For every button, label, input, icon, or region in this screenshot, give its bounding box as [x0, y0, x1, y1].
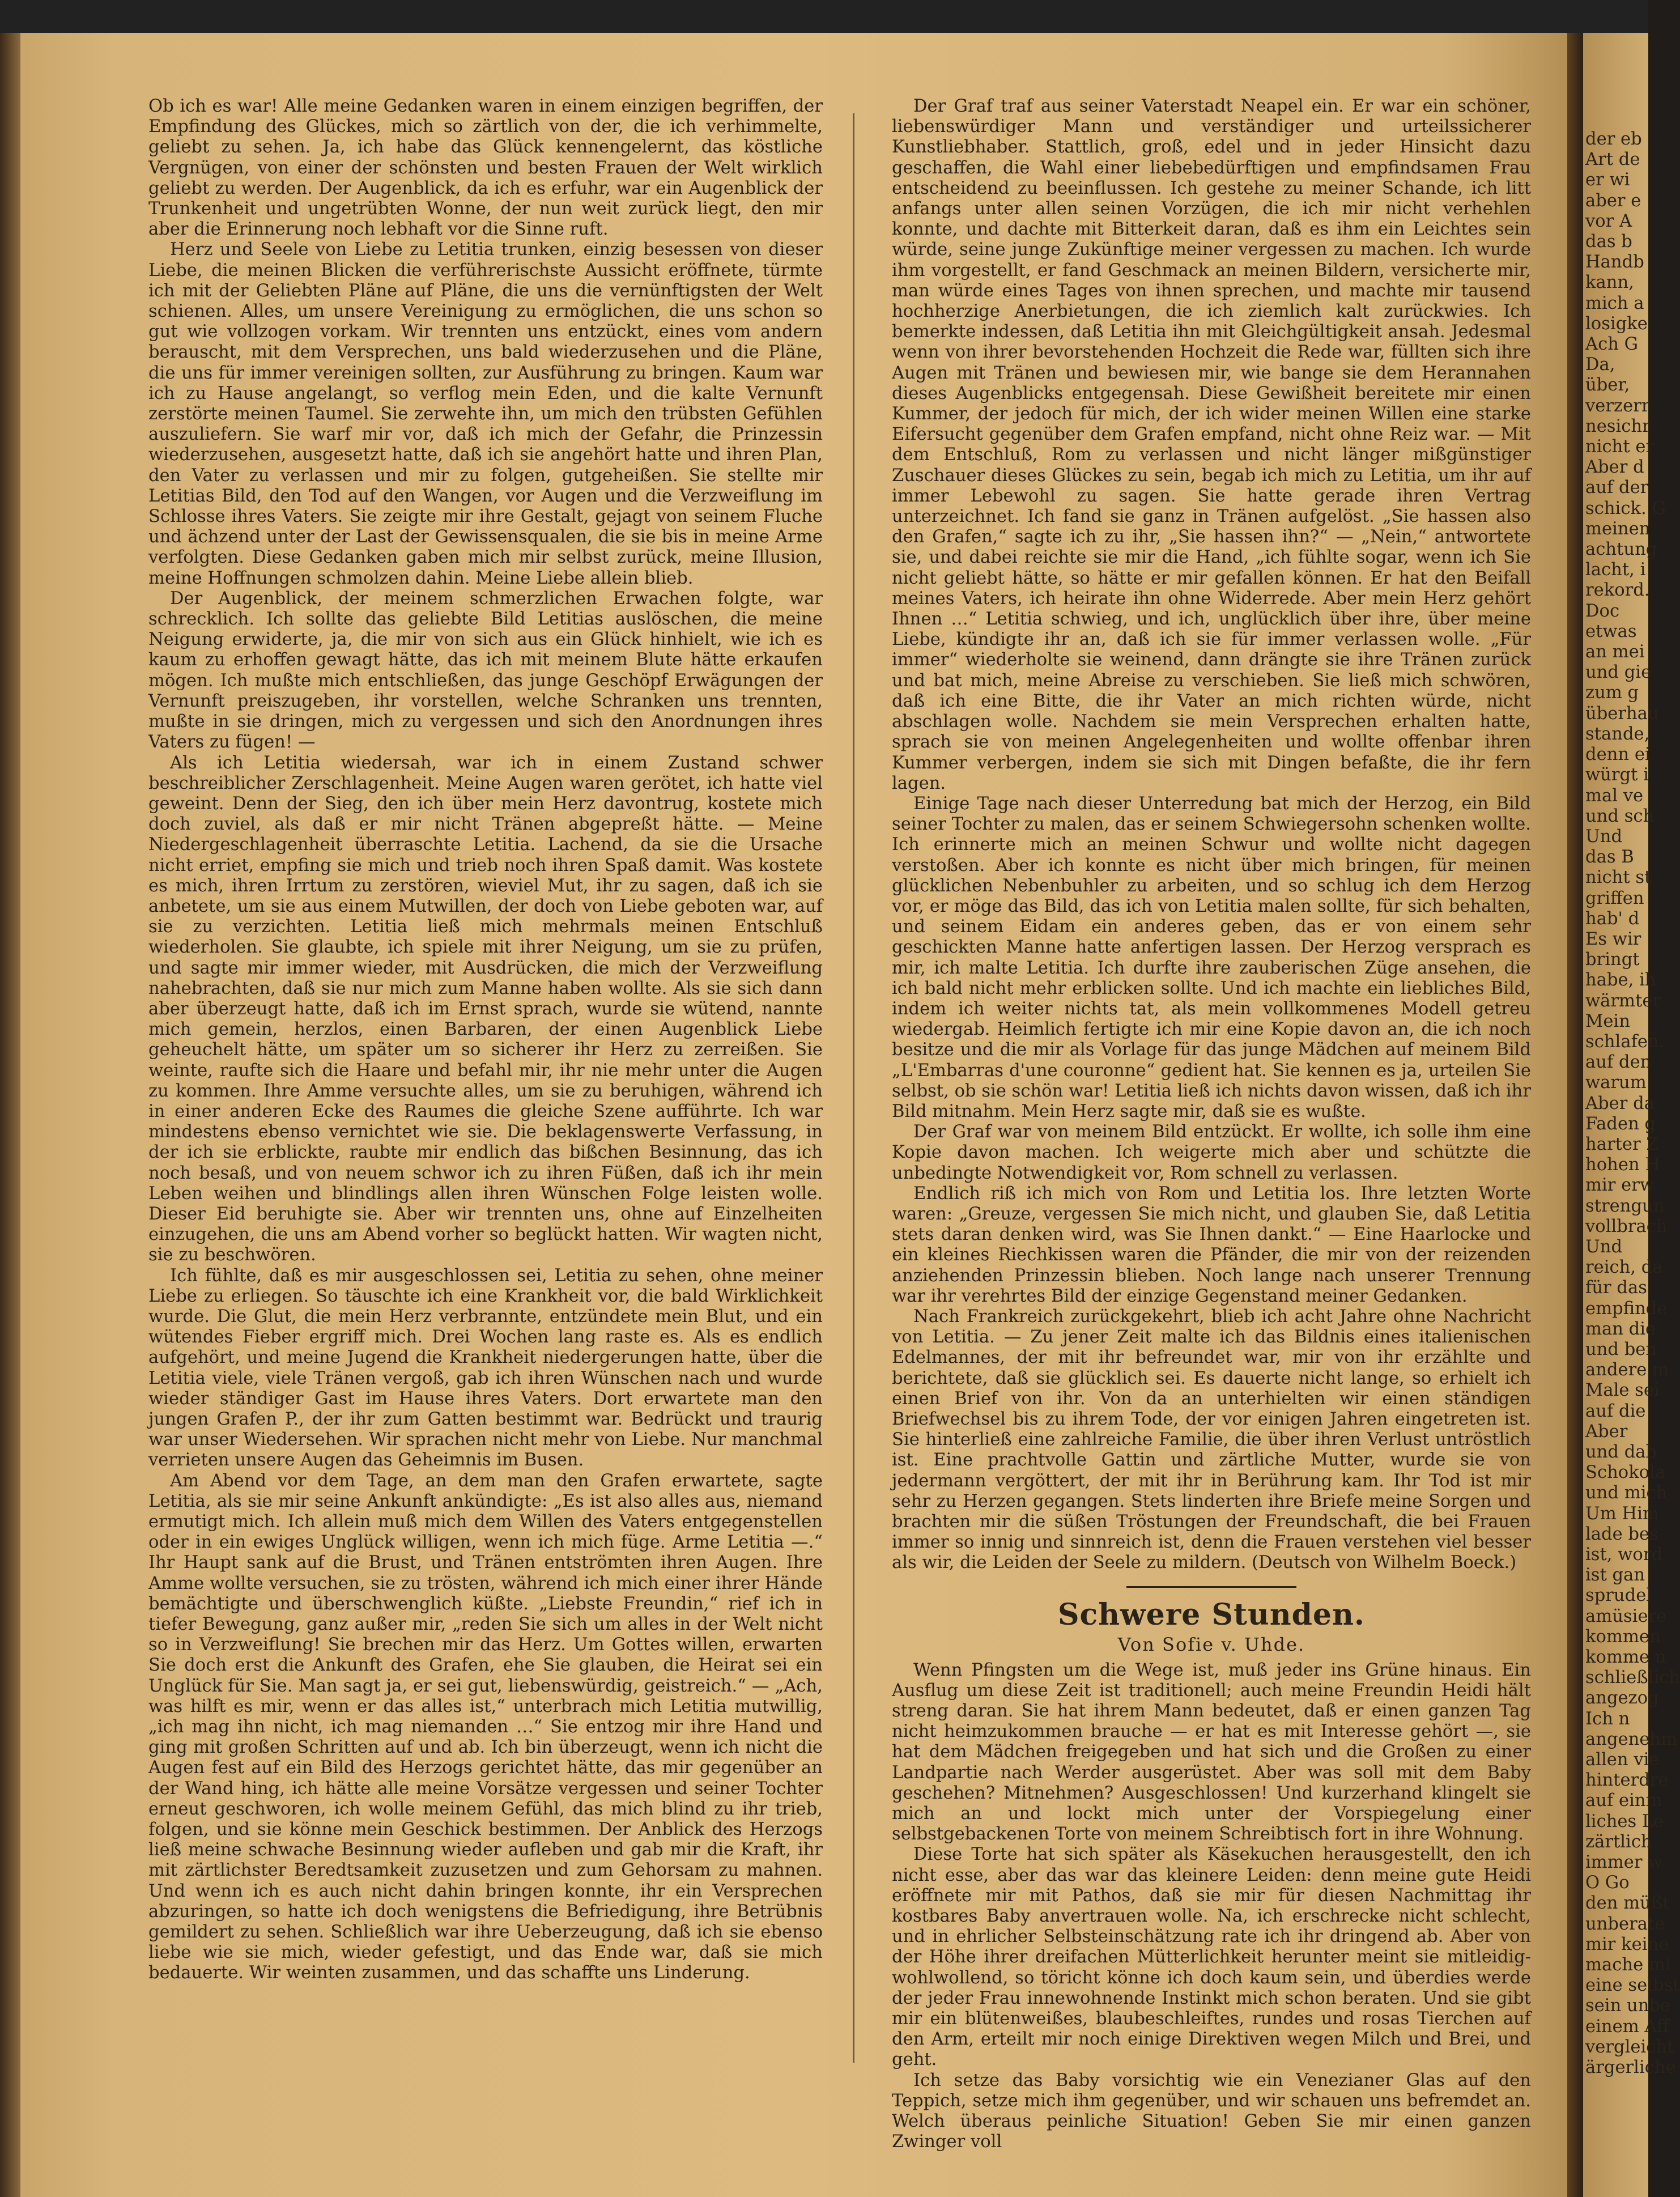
column-divider: [853, 113, 854, 2063]
next-page-fragment-line: habe, ih: [1585, 970, 1656, 991]
story-separator: [1126, 1586, 1296, 1588]
next-page-fragment-line: zärtlich: [1585, 1831, 1652, 1852]
next-page-fragment-line: Handb: [1585, 252, 1644, 273]
next-page-fragment-line: und dab: [1585, 1442, 1657, 1462]
next-page-fragment-line: Art de: [1585, 150, 1640, 170]
next-page-fragment-line: verzerr: [1585, 396, 1650, 416]
next-page-fragment-line: strengun: [1585, 1196, 1665, 1216]
next-page-fragment-line: an mei: [1585, 642, 1645, 662]
next-page-fragment-line: warum: [1585, 1073, 1647, 1093]
next-page-fragment-line: würgt i: [1585, 765, 1649, 785]
next-page-fragment-line: zum g: [1585, 683, 1639, 703]
paragraph: Ich setze das Baby vorsichtig wie ein Venezianer Glas auf den Teppich, setze mich ihm gegenüber, und wir schauen uns befremdet an. Welch überaus peinliche Situation! Geben Sie mir einen ganzen Zwinger voll: [892, 2070, 1531, 2152]
next-page-fragment-line: kommen: [1585, 1626, 1661, 1647]
next-page-fragment-line: mich a: [1585, 293, 1644, 313]
next-page-fragment-line: O Go: [1585, 1873, 1630, 1893]
next-page-fragment-line: kann,: [1585, 273, 1634, 293]
next-page-fragment-line: Mein: [1585, 1011, 1630, 1031]
next-page-fragment-line: lade bes: [1585, 1524, 1658, 1544]
next-page-fragment-line: vor A: [1585, 211, 1632, 231]
next-page-fragment-line: man die: [1585, 1319, 1656, 1339]
next-page-fragment-line: stande,: [1585, 724, 1650, 744]
next-page-fragment-line: Ach G: [1585, 334, 1639, 355]
next-page-fragment-line: losigke: [1585, 313, 1648, 334]
next-page-fragment-line: lacht, i: [1585, 560, 1646, 580]
next-page-fragment-line: Und: [1585, 1236, 1623, 1257]
next-page-fragment-line: mal ve: [1585, 785, 1644, 806]
next-page-fragment-line: und ben: [1585, 1339, 1657, 1359]
paragraph: Ob ich es war! Alle meine Gedanken waren in einem einzigen begriffen, der Empfindung des Glückes, mich so zärtlich von der, die ich verhimmelte, geliebt zu sehen. Ja, ich habe das Glück kennengelernt, das köstliche Vergnügen, von einer der schönsten und besten Frauen der Welt wirklich geliebt zu werden. Der Augenblick, da ich es erfuhr, war ein Augenblick der Trunkenheit und ungetrübten Wonne, der nun weit zurück liegt, den mir aber die Erinnerung noch lebhaft vor die Sinne ruft.: [148, 96, 823, 240]
next-page-fragment-line: Um Him: [1585, 1503, 1659, 1524]
scan-top-edge: [0, 0, 1648, 33]
next-page-fragment-line: harter Z: [1585, 1134, 1658, 1154]
next-page-fragment-line: auf einm: [1585, 1791, 1662, 1811]
page-gutter: [1567, 33, 1583, 2197]
next-page-fragment-line: Aber: [1585, 1421, 1628, 1442]
paragraph: Am Abend vor dem Tage, an dem man den Grafen erwartete, sagte Letitia, als sie mir seine Ankunft ankündigte: „Es ist also alles aus, niemand ermutigt mich. Ich allein muß mich dem Willen des Vaters entgegenstellen oder in ein ewiges Unglück willigen, wenn ich mich füge. Arme Letitia —.“ Ihr Haupt sank auf die Brust, und Tränen entströmten ihren Augen. Ihre Amme wollte versuchen, sie zu trösten, während ich mich einer ihrer Hände bemächtigte und überschwenglich küßte. „Liebste Freundin,“ rief ich in tiefer Bewegung, ganz außer mir, „reden Sie sich um alles in der Welt nicht so in Verzweiflung! Sie brechen mir das Herz. Um Gottes willen, erwarten Sie doch erst die Ankunft des Grafen, ehe Sie glauben, die Heirat sei ein Unglück für Sie. Man sagt ja, er sei gut, liebenswürdig, geistreich.“ — „Ach, was hilft es mir, wenn er das alles ist,“ unterbrach mich Letitia mutwillig, „ich mag ihn nicht, ich mag niemanden …“ Sie entzog mir ihre Hand und ging mit großen Schritten auf und ab. Ich bin überzeugt, wenn ich nicht die Augen fest auf ein Bild des Herzogs gerichtet hätte, das mir gegenüber an der Wand hing, ich hätte alle meine Vorsätze vergessen und seiner Tochter erneut geschworen, ich wolle meinem Gefühl, das mich blind zu ihr trieb, folgen, und sie könne mein Geschick bestimmen. Der Anblick des Herzogs ließ meine schwache Besinnung wieder aufleben und gab mir die Kraft, ihr mit zärtlichster Beredtsamkeit zuzusetzen und zum Gehorsam zu mahnen. Und wenn ich es auch nicht dahin bringen konnte, ihr ein Versprechen abzuringen, so hatte ich doch wenigstens die Befriedigung, ihre Betrübnis gemildert zu sehen. Schließlich war ihre Ueberzeugung, daß ich sie ebenso liebe wie sie mich, wieder gefestigt, und das Ende war, daß sie mich bedauerte. Wir weinten zusammen, und das schaffte uns Linderung.: [148, 1471, 823, 1983]
next-page-fragment-line: Male sei: [1585, 1380, 1660, 1401]
paragraph: Ich fühlte, daß es mir ausgeschlossen sei, Letitia zu sehen, ohne meiner Liebe zu erliegen. So täuschte ich eine Krankheit vor, die bald Wirklichkeit wurde. Die Glut, die mein Herz verbrannte, entzündete mein Blut, und ein wütendes Fieber ergriff mich. Drei Wochen lang raste es. Als es endlich aufgehört, und meine Jugend die Krankheit niedergerungen hatte, über die Letitia viele, viele Tränen vergoß, gab ich ihren Wünschen nach und wurde wieder ständiger Gast im Hause ihres Vaters. Dort erwartete man den jungen Grafen P., der ihr zum Gatten bestimmt war. Bedrückt und traurig war unser Wiedersehen. Wir sprachen nicht mehr von Liebe. Nur manchmal verrieten unsere Augen das Geheimnis im Busen.: [148, 1265, 823, 1471]
next-page-fragment-line: ärgerliche: [1585, 2058, 1676, 2078]
next-page-fragment-line: das B: [1585, 847, 1634, 868]
paragraph: Diese Torte hat sich später als Käsekuchen herausgestellt, den ich nicht esse, aber das war das kleinere Leiden: denn meine gute Heidi eröffnete mir mit Pathos, daß sie mir für diesen Nachmittag ihr kostbares Baby anvertrauen wolle. Na, ich erschrecke nicht schlecht, und in ehrlicher Selbsteinschätzung rate ich ihr dringend ab. Aber von der Höhe ihrer dreifachen Mütterlichkeit herunter meint sie mitleidig-wohlwollend, so töricht könne ich doch kaum sein, und überdies werde der jeder Frau innewohnende Instinkt mich schon beraten. Und sie gibt mir ein blütenweißes, blaubeschleiftes, rundes und rosas Tierchen auf den Arm, erteilt mir noch einige Direktiven wegen Milch und Brei, und geht.: [892, 1845, 1531, 2070]
next-page-fragment-line: mache mi: [1585, 1955, 1671, 1975]
next-page-fragment-line: mir keine: [1585, 1934, 1669, 1954]
next-page-fragment-line: aber e: [1585, 190, 1641, 211]
next-page-fragment-line: angenehm: [1585, 1729, 1678, 1749]
paragraph: Als ich Letitia wiedersah, war ich in einem Zustand schwer beschreiblicher Zerschlagenheit. Meine Augen waren gerötet, ich hatte viel geweint. Denn der Sieg, den ich über mein Herz davontrug, kostete mich doch zuviel, als daß er mir nicht Tränen abgepreßt hätte. — Meine Niedergeschlagenheit überraschte Letitia. Lachend, da sie die Ursache nicht erriet, empfing sie mich und trieb noch ihren Spaß damit. Was kostete es mich, ihren Irrtum zu zerstören, wieviel Mut, ihr zu sagen, daß ich sie anbetete, um sie aus einem Mutwillen, der doch von Liebe geboten war, auf sie zu verzichten. Letitia ließ mich mehrmals meinen Entschluß wiederholen. Sie glaubte, ich spiele mit ihrer Neigung, um sie zu prüfen, und sagte mir immer wieder, mit Ausdrücken, die mich der Verzweiflung nahebrachten, daß sie nur mich zum Manne haben wollte. Als sie sich dann aber überzeugt hatte, daß ich im Ernst sprach, wurde sie wütend, nannte mich gemein, herzlos, einen Barbaren, der einen Augenblick Liebe geheuchelt hätte, um später um so sicherer ihr Herz zu zerreißen. Sie weinte, raufte sich die Haare und befahl mir, ihr nie mehr unter die Augen zu kommen. Ihre Amme versuchte alles, um sie zu beruhigen, während ich in einer anderen Ecke des Raumes die gleiche Szene aufführte. Ich war mindestens ebenso vernichtet wie sie. Die beklagenswerte Verfassung, in der ich sie erblickte, raubte mir endlich das bißchen Besinnung, das ich noch besaß, und von neuem schwor ich zu ihren Füßen, daß ich ihr mein Leben weihen und blindlings allen ihren Wünschen Folge leisten wolle. Dieser Eid beruhigte sie. Aber wir trennten uns, ohne auf Einzelheiten einzugehen, die uns am Abend vorher so beglückt hatten. Wir wagten nicht, sie zu beschwören.: [148, 753, 823, 1265]
binding-shadow: [0, 33, 20, 2197]
next-page-fragment-line: überhau: [1585, 703, 1659, 724]
next-page-fragment-line: etwas: [1585, 621, 1637, 641]
paragraph: Endlich riß ich mich von Rom und Letitia los. Ihre letzten Worte waren: „Greuze, vergessen Sie mich nicht, und glauben Sie, daß Letitia stets daran denken wird, was Sie Ihnen dankt.“ — Eine Haarlocke und ein kleines Riechkissen waren die Pfänder, die mir von der reizenden anziehenden Prinzessin blieben. Noch lange nach unserer Trennung war ihr verehrtes Bild der einzige Gegenstand meiner Gedanken.: [892, 1183, 1531, 1306]
next-page-fragment-line: ist, word: [1585, 1545, 1663, 1565]
next-page-fragment-line: nicht st: [1585, 868, 1652, 888]
next-page-fragment-line: unberate: [1585, 1914, 1665, 1934]
next-page-fragment-line: schließlich: [1585, 1668, 1680, 1688]
next-page-edge: [1583, 33, 1680, 2197]
next-page-fragment-line: den müßt: [1585, 1893, 1670, 1914]
next-page-fragment-line: Aber da: [1585, 1093, 1655, 1114]
next-page-fragment-line: vollbrach: [1585, 1216, 1668, 1236]
next-page-fragment-line: rekord.: [1585, 580, 1650, 601]
next-page-fragment-line: Schokola: [1585, 1463, 1666, 1483]
next-page-fragment-line: liches Le: [1585, 1811, 1664, 1831]
next-page-fragment-line: Faden g: [1585, 1114, 1656, 1134]
next-page-fragment-line: mir erw: [1585, 1175, 1655, 1196]
paragraph: Nach Frankreich zurückgekehrt, blieb ich acht Jahre ohne Nachricht von Letitia. — Zu jener Zeit malte ich das Bildnis eines italienischen Edelmannes, der mit ihr befreundet war, mir von ihr erzählte und berichtete, daß sie glücklich sei. Es dauerte nicht lange, so erhielt ich einen Brief von ihr. Von da an unterhielten wir einen ständigen Briefwechsel bis zu ihrem Tode, der vor einigen Jahren eingetreten ist. Sie hinterließ eine zahlreiche Familie, die über ihren Verlust untröstlich ist. Eine prachtvolle Gattin und zärtliche Mutter, wurde sie von jedermann vergöttert, der mit ihr in Berührung kam. Ihr Tod ist mir sehr zu Herzen gegangen. Stets linderten ihre Briefe meine Sorgen und brachten mir die süßen Tröstungen der Freundschaft, die bei Frauen immer so innig und sinnreich ist, denn die Frauen verstehen viel besser als wir, die Leiden der Seele zu mildern. (Deutsch von Wilhelm Boeck.): [892, 1306, 1531, 1573]
next-page-fragment-line: und sch: [1585, 806, 1655, 826]
next-page-fragment-line: eine selbst: [1585, 1975, 1680, 1996]
next-page-fragment-line: meinen: [1585, 519, 1651, 539]
next-page-fragment-line: griffen: [1585, 888, 1644, 908]
story-author: Von Sofie v. Uhde.: [1117, 1633, 1305, 1655]
next-page-fragment-line: und gie: [1585, 662, 1652, 683]
paragraph: Wenn Pfingsten um die Wege ist, muß jeder ins Grüne hinaus. Ein Ausflug um diese Zeit ist traditionell; auch meine Freundin Heidi hält streng daran. Sie hat ihrem Mann bedeutet, daß er einen ganzen Tag nicht heimzukommen brauche — er hat es mit Interesse gehört —, sie hat dem Mädchen freigegeben und hat sich und die Großen zu einer Landpartie nach Werder ausgerüstet. Aber was soll mit dem Baby geschehen? Mitnehmen? Ausgeschlossen! Und kurzerhand klingelt sie mich an und lockt mich unter der Vorspiegelung einer selbstgebackenen Torte von meinem Schreibtisch fort in ihre Wohnung.: [892, 1660, 1531, 1845]
next-page-fragment-line: amüsiere: [1585, 1606, 1667, 1626]
next-page-fragment-line: einem Aff: [1585, 2016, 1669, 2037]
left-column: [148, 96, 823, 2068]
paragraph: Der Augenblick, der meinem schmerzlichen Erwachen folgte, war schrecklich. Ich sollte das geliebte Bild Letitias auslöschen, die meine Neigung erwiderte, ja, die mir von sich aus ein Glück hinhielt, wie ich es kaum zu erhoffen gewagt hätte, das ich mit meinem Blute hätte erkaufen mögen. Ich mußte mich entschließen, das junge Geschöpf Erwägungen der Vernunft preiszugeben, ihr vorstellen, welche Schranken uns trennten, mußte in sie dringen, mich zu vergessen und sich den Anordnungen ihres Vaters zu fügen! —: [148, 588, 823, 753]
next-page-fragment-line: komme n: [1585, 1647, 1666, 1668]
next-page-fragment-line: Doc: [1585, 601, 1620, 621]
paragraph: Einige Tage nach dieser Unterredung bat mich der Herzog, ein Bild seiner Tochter zu malen, das er seinem Schwiegersohn schenken wollte. Ich erinnerte mich an meinen Schwur und wollte nicht dagegen verstoßen. Aber ich konnte es nicht über mich bringen, für meinen glücklichen Nebenbuhler zu arbeiten, und so schlug ich dem Herzog vor, er möge das Bild, das ich von Letitia malen sollte, für sich behalten, und seinem Eidam ein anderes geben, das er von einem sehr geschickten Manne hatte anfertigen lassen. Der Herzog versprach es mir, ich malte Letitia. Ich durfte ihre zauberischen Züge ansehen, die ich bald nicht mehr erblicken sollte. Und ich machte ein liebliches Bild, indem ich weiter nichts tat, als mein vollkommenes Modell getreu wiedergab. Heimlich fertigte ich mir eine Kopie davon an, die ich noch besitze und die mir als Vorlage für das junge Mädchen auf meinem Bild „L'Embarras d'une couronne“ gedient hat. Sie kennen es ja, urteilen Sie selbst, ob sie schön war! Letitia ließ ich nichts davon wissen, daß ich ihr Bild mitnahm. Mein Herz sagte mir, daß sie es wußte.: [892, 793, 1531, 1121]
next-page-fragment-line: Aber d: [1585, 457, 1644, 478]
next-page-fragment-line: hinterdre: [1585, 1770, 1669, 1791]
paragraph: Herz und Seele von Liebe zu Letitia trunken, einzig besessen von dieser Liebe, die meinen Blicken die verführerischste Aussicht eröffnete, türmte ich mit der Geliebten Pläne auf Pläne, die uns die vernünftigsten der Welt schienen. Alles, um unsere Vereinigung zu ermöglichen, die uns schon so gut wie vollzogen vorkam. Wir trennten uns entzückt, eines vom andern berauscht, mit dem Versprechen, uns bald wiederzusehen und die Pläne, die uns für immer vereinigen sollten, zur Ausführung zu bringen. Kaum war ich zu Hause angelangt, so verflog mein Eden, und die kalte Vernunft zerstörte meinen Taumel. Sie zerwehte ihn, um mich den trübsten Gefühlen auszuliefern. Sie warf mir vor, daß ich mich der Gefahr, die Prinzessin wiederzusehen, ausgesetzt hatte, daß ich sie angehört hatte und ihren Plan, den Vater zu verlassen und mir zu folgen, gutgeheißen. Sie stellte mir Letitias Bild, den Tod auf den Wangen, vor Augen und die Verzweiflung im Schlosse ihres Vaters. Sie zeigte mir ihre Gestalt, gejagt von seinem Fluche und ächzend unter der Last der Gewissensqualen, die sie bis in meine Arme verfolgten. Diese Gedanken gaben mich mir selbst zurück, meine Illusion, meine Hoffnungen schmolzen dahin. Meine Liebe allein blieb.: [148, 240, 823, 588]
next-page-fragment-line: der eb: [1585, 129, 1642, 149]
paragraph: Der Graf traf aus seiner Vaterstadt Neapel ein. Er war ein schöner, liebenswürdiger Mann und verständiger und urteilssicherer Kunstliebhaber. Stattlich, groß, edel und in jeder Hinsicht dazu geschaffen, die Wahl einer liebebedürftigen und empfindsamen Frau entscheidend zu beeinflussen. Ich gestehe zu meiner Schande, ich litt anfangs unter allen seinen Vorzügen, die ich mir nicht verhehlen konnte, und dachte mit Bitterkeit daran, daß es ihm ein Leichtes sein würde, seine junge Zukünftige meiner vergessen zu machen. Ich wurde ihm vorgestellt, er fand Geschmack an meinen Bildern, versicherte mir, man würde eines Tages von ihnen sprechen, und machte mir tausend hochherzige Anerbietungen, die ich ziemlich kalt zurückwies. Ich bemerkte indessen, daß Letitia ihn mit Gleichgültigkeit ansah. Jedesmal wenn von ihrer bevorstehenden Hochzeit die Rede war, füllten sich ihre Augen mit Tränen und bewiesen mir, wie bange sie dem Herannahen dieses Augenblicks entgegensah. Diese Gewißheit bereitete mir einen Kummer, der jedoch für mich, der ich wider meinen Willen eine starke Eifersucht gegenüber dem Grafen empfand, nicht ohne Reiz war. — Mit dem Entschluß, Rom zu verlassen und nicht länger mißgünstiger Zuschauer dieses Glückes zu sein, begab ich mich zu Letitia, um ihr auf immer Lebewohl zu sagen. Sie hatte gerade ihren Vertrag unterzeichnet. Ich fand sie ganz in Tränen aufgelöst. „Sie hassen also den Grafen,“ sagte ich zu ihr, „Sie hassen ihn?“ — „Nein,“ antwortete sie, und dabei reichte sie mir die Hand, „ich fühlte sogar, wenn ich Sie nicht geliebt hätte, so hätte er mir gefallen können. Er hat den Beifall meines Vaters, ich heirate ihn ohne Widerrede. Aber mein Herz gehört Ihnen …“ Letitia schwieg, und ich, unglücklich über ihre, über meine Liebe, kündigte ihr an, daß ich sie für immer verlassen wolle. „Für immer“ wiederholte sie weinend, dann drängte sie ihre Tränen zurück und bat mich, meine Abreise zu verschieben. Sie ließ mich schwören, daß ich eine Bitte, die ihr Vater an mich richten würde, nicht abschlagen wolle. Nachdem sie mein Versprechen erhalten hatte, sprach sie von meinen Angelegenheiten und wollte offenbar ihren Kummer verbergen, indem sie sich mit Dingen befaßte, die ihr fern lagen.: [892, 96, 1531, 793]
next-page-fragment-line: schick. G: [1585, 498, 1666, 519]
next-page-fragment-line: auf der: [1585, 478, 1649, 498]
next-page-fragment-line: Es wir: [1585, 929, 1641, 949]
next-page-fragment-line: angezog: [1585, 1688, 1659, 1709]
next-page-fragment-line: über,: [1585, 375, 1630, 396]
next-page-fragment-line: wärmter: [1585, 991, 1661, 1011]
next-page-fragment-line: auf die: [1585, 1401, 1646, 1421]
next-page-fragment-line: allen vie: [1585, 1750, 1660, 1770]
next-page-fragment-line: bringt: [1585, 950, 1640, 970]
next-page-fragment-line: nesichr: [1585, 416, 1651, 436]
next-page-fragment-line: das b: [1585, 232, 1632, 252]
next-page-fragment-line: hab' d: [1585, 908, 1640, 929]
next-page-fragment-line: Ich n: [1585, 1709, 1630, 1729]
next-page-fragment-line: schlafen.: [1585, 1031, 1665, 1052]
next-page-fragment-line: Und: [1585, 826, 1623, 847]
next-page-fragment-line: Da,: [1585, 355, 1615, 375]
next-page-fragment-line: sprudel: [1585, 1586, 1652, 1606]
next-page-fragment-line: und mich: [1585, 1483, 1668, 1503]
next-page-fragment-line: ist gan: [1585, 1565, 1645, 1586]
paragraph: Der Graf war von meinem Bild entzückt. Er wollte, ich solle ihm eine Kopie davon machen. Ich weigerte mich aber und schützte die unbedingte Notwendigkeit vor, Rom schnell zu verlassen.: [892, 1122, 1531, 1183]
next-page-fragment-line: auf den: [1585, 1052, 1652, 1073]
right-column: [892, 96, 1531, 2152]
next-page-fragment-line: reich, da: [1585, 1257, 1663, 1278]
next-page-fragment-line: nicht er: [1585, 437, 1655, 457]
next-page-fragment-line: immer w: [1585, 1852, 1663, 1873]
next-page-fragment-line: achtung: [1585, 539, 1657, 560]
next-page-fragment-line: denn ei: [1585, 745, 1651, 765]
next-page-fragment-line: empfinde: [1585, 1298, 1668, 1319]
next-page-fragment-line: andere m: [1585, 1360, 1669, 1380]
next-page-fragments: [1585, 129, 1680, 2078]
next-page-fragment-line: vergleicht: [1585, 2037, 1674, 2057]
next-page-fragment-line: für das: [1585, 1278, 1647, 1298]
next-page-fragment-line: sein unbe: [1585, 1996, 1671, 2016]
next-page-fragment-line: hohen H: [1585, 1155, 1661, 1175]
next-page-fragment-line: er wi: [1585, 170, 1630, 190]
story-title: Schwere Stunden.: [1058, 1597, 1365, 1632]
